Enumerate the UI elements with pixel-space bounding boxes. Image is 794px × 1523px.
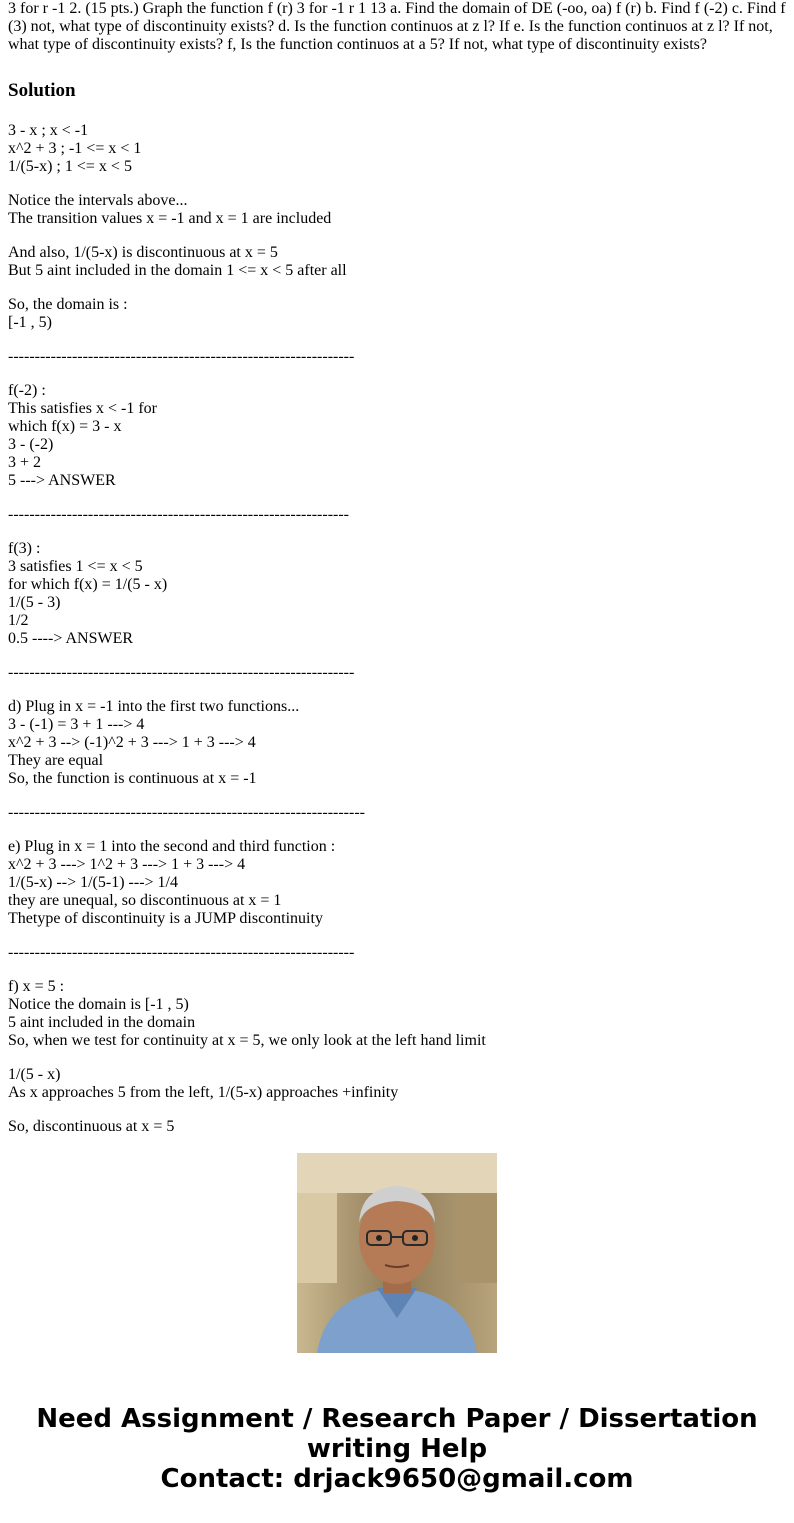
solution-paragraph [8, 244, 790, 280]
solution-line: d) Plug in x = -1 into the first two functions... [8, 698, 300, 715]
solution-body [8, 122, 790, 1136]
solution-paragraph [8, 192, 790, 228]
solution-paragraph [8, 698, 790, 788]
document-body [8, 0, 790, 1135]
solution-line: They are equal [8, 752, 104, 769]
solution-line: 3 - (-1) = 3 + 1 ---> 4 [8, 716, 145, 733]
solution-line: f(3) : [8, 540, 41, 557]
solution-line: 3 - (-2) [8, 436, 54, 453]
solution-paragraph [8, 664, 790, 682]
solution-line: 5 aint included in the domain [8, 1014, 196, 1031]
solution-line: But 5 aint included in the domain 1 <= x < 5 after all [8, 262, 347, 279]
solution-line: [-1 , 5) [8, 314, 52, 331]
promo-line-2: writing Help [306, 1434, 488, 1464]
solution-line: ---------------------------------------------------------------- [8, 506, 349, 523]
solution-line: So, when we test for continuity at x = 5, we only look at the left hand limit [8, 1032, 486, 1049]
solution-line: As x approaches 5 from the left, 1/(5-x) approaches +infinity [8, 1084, 399, 1101]
solution-line: So, the domain is : [8, 296, 128, 313]
promo-banner [0, 1404, 794, 1494]
solution-paragraph [8, 978, 790, 1050]
solution-paragraph [8, 1066, 790, 1102]
solution-line: for which f(x) = 1/(5 - x) [8, 576, 168, 593]
solution-line: x^2 + 3 --> (-1)^2 + 3 ---> 1 + 3 ---> 4 [8, 734, 256, 751]
solution-paragraph [8, 838, 790, 928]
solution-line: which f(x) = 3 - x [8, 418, 122, 435]
solution-paragraph [8, 506, 790, 524]
solution-line: 5 ---> ANSWER [8, 472, 116, 489]
promo-line-3: Contact: drjack9650@gmail.com [160, 1464, 634, 1494]
solution-line: 3 + 2 [8, 454, 42, 471]
solution-paragraph [8, 1118, 790, 1136]
solution-line: 1/2 [8, 612, 29, 629]
solution-line: Thetype of discontinuity is a JUMP discontinuity [8, 910, 323, 927]
solution-line: Notice the domain is [-1 , 5) [8, 996, 189, 1013]
solution-line: ----------------------------------------------------------------- [8, 944, 355, 961]
solution-line: The transition values x = -1 and x = 1 are included [8, 210, 332, 227]
author-portrait-image [297, 1153, 497, 1353]
solution-heading: Solution [8, 80, 76, 101]
solution-paragraph [8, 944, 790, 962]
solution-line: 1/(5 - x) [8, 1066, 61, 1083]
solution-paragraph [8, 122, 790, 176]
solution-line: they are unequal, so discontinuous at x = 1 [8, 892, 282, 909]
solution-line: 3 satisfies 1 <= x < 5 [8, 558, 143, 575]
solution-paragraph [8, 382, 790, 490]
solution-line: x^2 + 3 ---> 1^2 + 3 ---> 1 + 3 ---> 4 [8, 856, 246, 873]
solution-line: ----------------------------------------------------------------- [8, 348, 355, 365]
solution-line: 1/(5 - 3) [8, 594, 61, 611]
solution-line: So, discontinuous at x = 5 [8, 1118, 175, 1135]
solution-line: f(-2) : [8, 382, 46, 399]
solution-line: x^2 + 3 ; -1 <= x < 1 [8, 140, 142, 157]
solution-line: 0.5 ----> ANSWER [8, 630, 134, 647]
solution-paragraph [8, 296, 790, 332]
solution-line: 1/(5-x) ; 1 <= x < 5 [8, 158, 132, 175]
question-text: 3 for r -1 2. (15 pts.) Graph the function f (r) 3 for -1 r 1 13 a. Find the domain of DE (-oo, oa) f (r) b. Find f (-2) c. Find f (3) not, what type of discontinuity exists? d. Is the function continuos at z l? If e. Is the function continuos at z l? If not, what type of discontinuity exists? f, Is the function continuos at a 5? If not, what type of discontinuity exists? [8, 0, 786, 53]
solution-line: 1/(5-x) --> 1/(5-1) ---> 1/4 [8, 874, 178, 891]
solution-line: ------------------------------------------------------------------- [8, 804, 365, 821]
solution-line: 3 - x ; x < -1 [8, 122, 89, 139]
solution-paragraph [8, 348, 790, 366]
solution-line: And also, 1/(5-x) is discontinuous at x = 5 [8, 244, 278, 261]
solution-line: f) x = 5 : [8, 978, 65, 995]
solution-line: Notice the intervals above... [8, 192, 188, 209]
solution-line: So, the function is continuous at x = -1 [8, 770, 257, 787]
solution-paragraph [8, 804, 790, 822]
author-photo [297, 1153, 497, 1353]
solution-line: This satisfies x < -1 for [8, 400, 157, 417]
solution-line: e) Plug in x = 1 into the second and third function : [8, 838, 336, 855]
promo-line-1: Need Assignment / Research Paper / Dissertation [36, 1404, 758, 1434]
solution-line: ----------------------------------------------------------------- [8, 664, 355, 681]
solution-paragraph [8, 540, 790, 648]
